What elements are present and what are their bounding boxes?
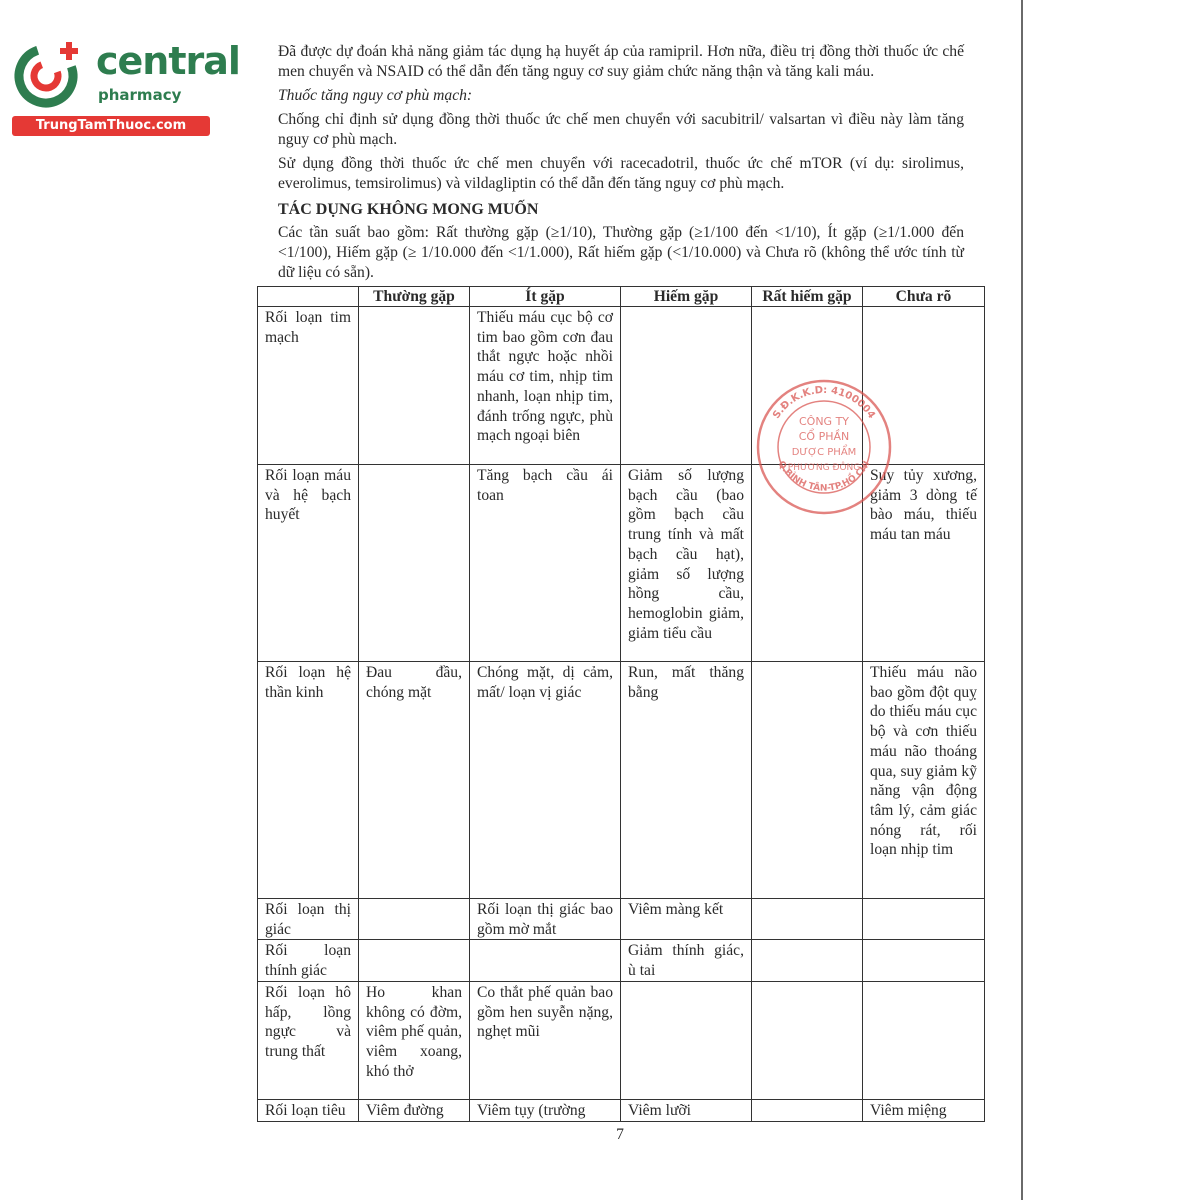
central-pharmacy-logo[interactable] <box>10 36 240 136</box>
table-row <box>258 940 985 981</box>
table-row <box>258 1099 985 1121</box>
table-cell <box>863 981 985 1099</box>
logo-subtitle: pharmacy <box>98 86 182 104</box>
table-cell <box>752 1099 863 1121</box>
paragraph-frequencies: Các tần suất bao gồm: Rất thường gặp (≥1/10), Thường gặp (≥1/100 đến <1/10), Ít gặp (≥1/1.000 đến <1/100), Hiếm gặp (≥ 1/10.000 đến <1/1.000), Rất hiếm gặp (<1/10.000) và Chưa rõ (không thể ước tính từ dữ liệu có sẵn). <box>278 224 964 281</box>
table-cell: Rối loạn tiêu <box>258 1099 359 1121</box>
logo-brand: central <box>96 39 240 83</box>
table-cell: Viêm miệng <box>863 1099 985 1121</box>
table-cell: Run, mất thăng bằng <box>621 662 752 899</box>
table-cell: Thiếu máu cục bộ cơ tim bao gồm cơn đau thắt ngực hoặc nhồi máu cơ tim, nhịp tim nhanh, loạn nhịp tim, đánh trống ngực, phù mạch ngoại biên <box>470 307 621 465</box>
header-very-rare: Rất hiếm gặp <box>752 287 863 307</box>
table-cell <box>863 899 985 940</box>
adverse-effects-table <box>257 286 985 1122</box>
header-uncommon: Ít gặp <box>470 287 621 307</box>
table-cell <box>752 981 863 1099</box>
table-cell: Rối loạn hô hấp, lồng ngực và trung thất <box>258 981 359 1099</box>
table-cell <box>752 465 863 662</box>
table-row <box>258 465 985 662</box>
table-header-row <box>258 287 985 307</box>
stamp-line-2: CỔ PHẦN <box>798 430 850 443</box>
table-cell <box>359 307 470 465</box>
stamp-ring-bottom: Q.BÌNH TÂN-TP.HỒ CHÍ <box>775 459 873 494</box>
table-cell: Đau đầu, chóng mặt <box>359 662 470 899</box>
table-cell: Rối loạn hệ thần kinh <box>258 662 359 899</box>
stamp-line-4: PHƯƠNG ĐÔNG <box>787 463 861 473</box>
table-cell <box>752 940 863 981</box>
table-cell: Viêm tụy (trường <box>470 1099 621 1121</box>
stamp-line-3: DƯỢC PHẨM <box>791 447 857 458</box>
table-cell: Rối loạn tim mạch <box>258 307 359 465</box>
section-heading-adverse-effects: TÁC DỤNG KHÔNG MONG MUỐN <box>278 201 539 218</box>
table-cell <box>863 307 985 465</box>
table-cell: Tăng bạch cầu ái toan <box>470 465 621 662</box>
header-rare: Hiếm gặp <box>621 287 752 307</box>
table-cell <box>359 940 470 981</box>
table-cell <box>621 307 752 465</box>
table-cell: Rối loạn thính giác <box>258 940 359 981</box>
table-cell: Thiếu máu não bao gồm đột quỵ do thiếu máu cục bộ và cơn thiếu máu não thoáng qua, suy giảm kỹ năng vận động tâm lý, cảm giác nóng rát, rối loạn nhịp tim <box>863 662 985 899</box>
table-cell: Suy tủy xương, giảm 3 dòng tế bào máu, thiếu máu tan máu <box>863 465 985 662</box>
header-organ <box>258 287 359 307</box>
table-cell <box>752 662 863 899</box>
table-cell: Viêm màng kết <box>621 899 752 940</box>
paragraph-racecadotril: Sử dụng đồng thời thuốc ức chế men chuyển với racecadotril, thuốc ức chế mTOR (ví dụ: sirolimus, everolimus, temsirolimus) và vildagliptin có thể dẫn đến tăng nguy cơ phù mạch. <box>278 155 964 192</box>
table-cell: Rối loạn thị giác <box>258 899 359 940</box>
table-row <box>258 662 985 899</box>
logo-site-badge: TrungTamThuoc.com <box>12 116 210 136</box>
page-number: 7 <box>616 1126 624 1143</box>
table-cell: Co thắt phế quản bao gồm hen suyễn nặng, nghẹt mũi <box>470 981 621 1099</box>
document-body <box>278 42 964 287</box>
table-cell <box>359 465 470 662</box>
table-cell: Chóng mặt, dị cảm, mất/ loạn vị giác <box>470 662 621 899</box>
table-cell <box>621 981 752 1099</box>
stamp-ring-top: S.Đ.K.K.D: 4100004 <box>771 384 877 421</box>
table-cell: Viêm đường <box>359 1099 470 1121</box>
table-cell: Rối loạn thị giác bao gồm mờ mắt <box>470 899 621 940</box>
header-common: Thường gặp <box>359 287 470 307</box>
table-cell <box>470 940 621 981</box>
pharmacy-logo-icon <box>10 36 90 116</box>
table-row <box>258 307 985 465</box>
table-cell: Rối loạn máu và hệ bạch huyết <box>258 465 359 662</box>
table-cell: Giảm số lượng bạch cầu (bao gồm bạch cầu trung tính và mất bạch cầu hạt), giảm số lượng hồng cầu, hemoglobin giảm, giảm tiểu cầu <box>621 465 752 662</box>
table-cell: Viêm lưỡi <box>621 1099 752 1121</box>
table-row <box>258 981 985 1099</box>
table-row <box>258 899 985 940</box>
table-cell <box>863 940 985 981</box>
table-cell <box>359 899 470 940</box>
paragraph-sacubitril: Chống chỉ định sử dụng đồng thời thuốc ức chế men chuyển với sacubitril/ valsartan vì điều này làm tăng nguy cơ phù mạch. <box>278 111 964 148</box>
table-cell: Giảm thính giác, ù tai <box>621 940 752 981</box>
header-unknown: Chưa rõ <box>863 287 985 307</box>
table-cell: Ho khan không có đờm, viêm phế quản, viêm xoang, khó thở <box>359 981 470 1099</box>
subheading-angioedema: Thuốc tăng nguy cơ phù mạch: <box>278 87 473 104</box>
stamp-line-1: CÔNG TY <box>798 415 850 428</box>
page-edge-line <box>1021 0 1023 1200</box>
table-cell <box>752 899 863 940</box>
paragraph-nsaid: Đã được dự đoán khả năng giảm tác dụng hạ huyết áp của ramipril. Hơn nữa, điều trị đồng thời thuốc ức chế men chuyển và NSAID có thể dẫn đến tăng nguy cơ suy giảm chức năng thận và tăng kali máu. <box>278 43 964 80</box>
table-cell <box>752 307 863 465</box>
